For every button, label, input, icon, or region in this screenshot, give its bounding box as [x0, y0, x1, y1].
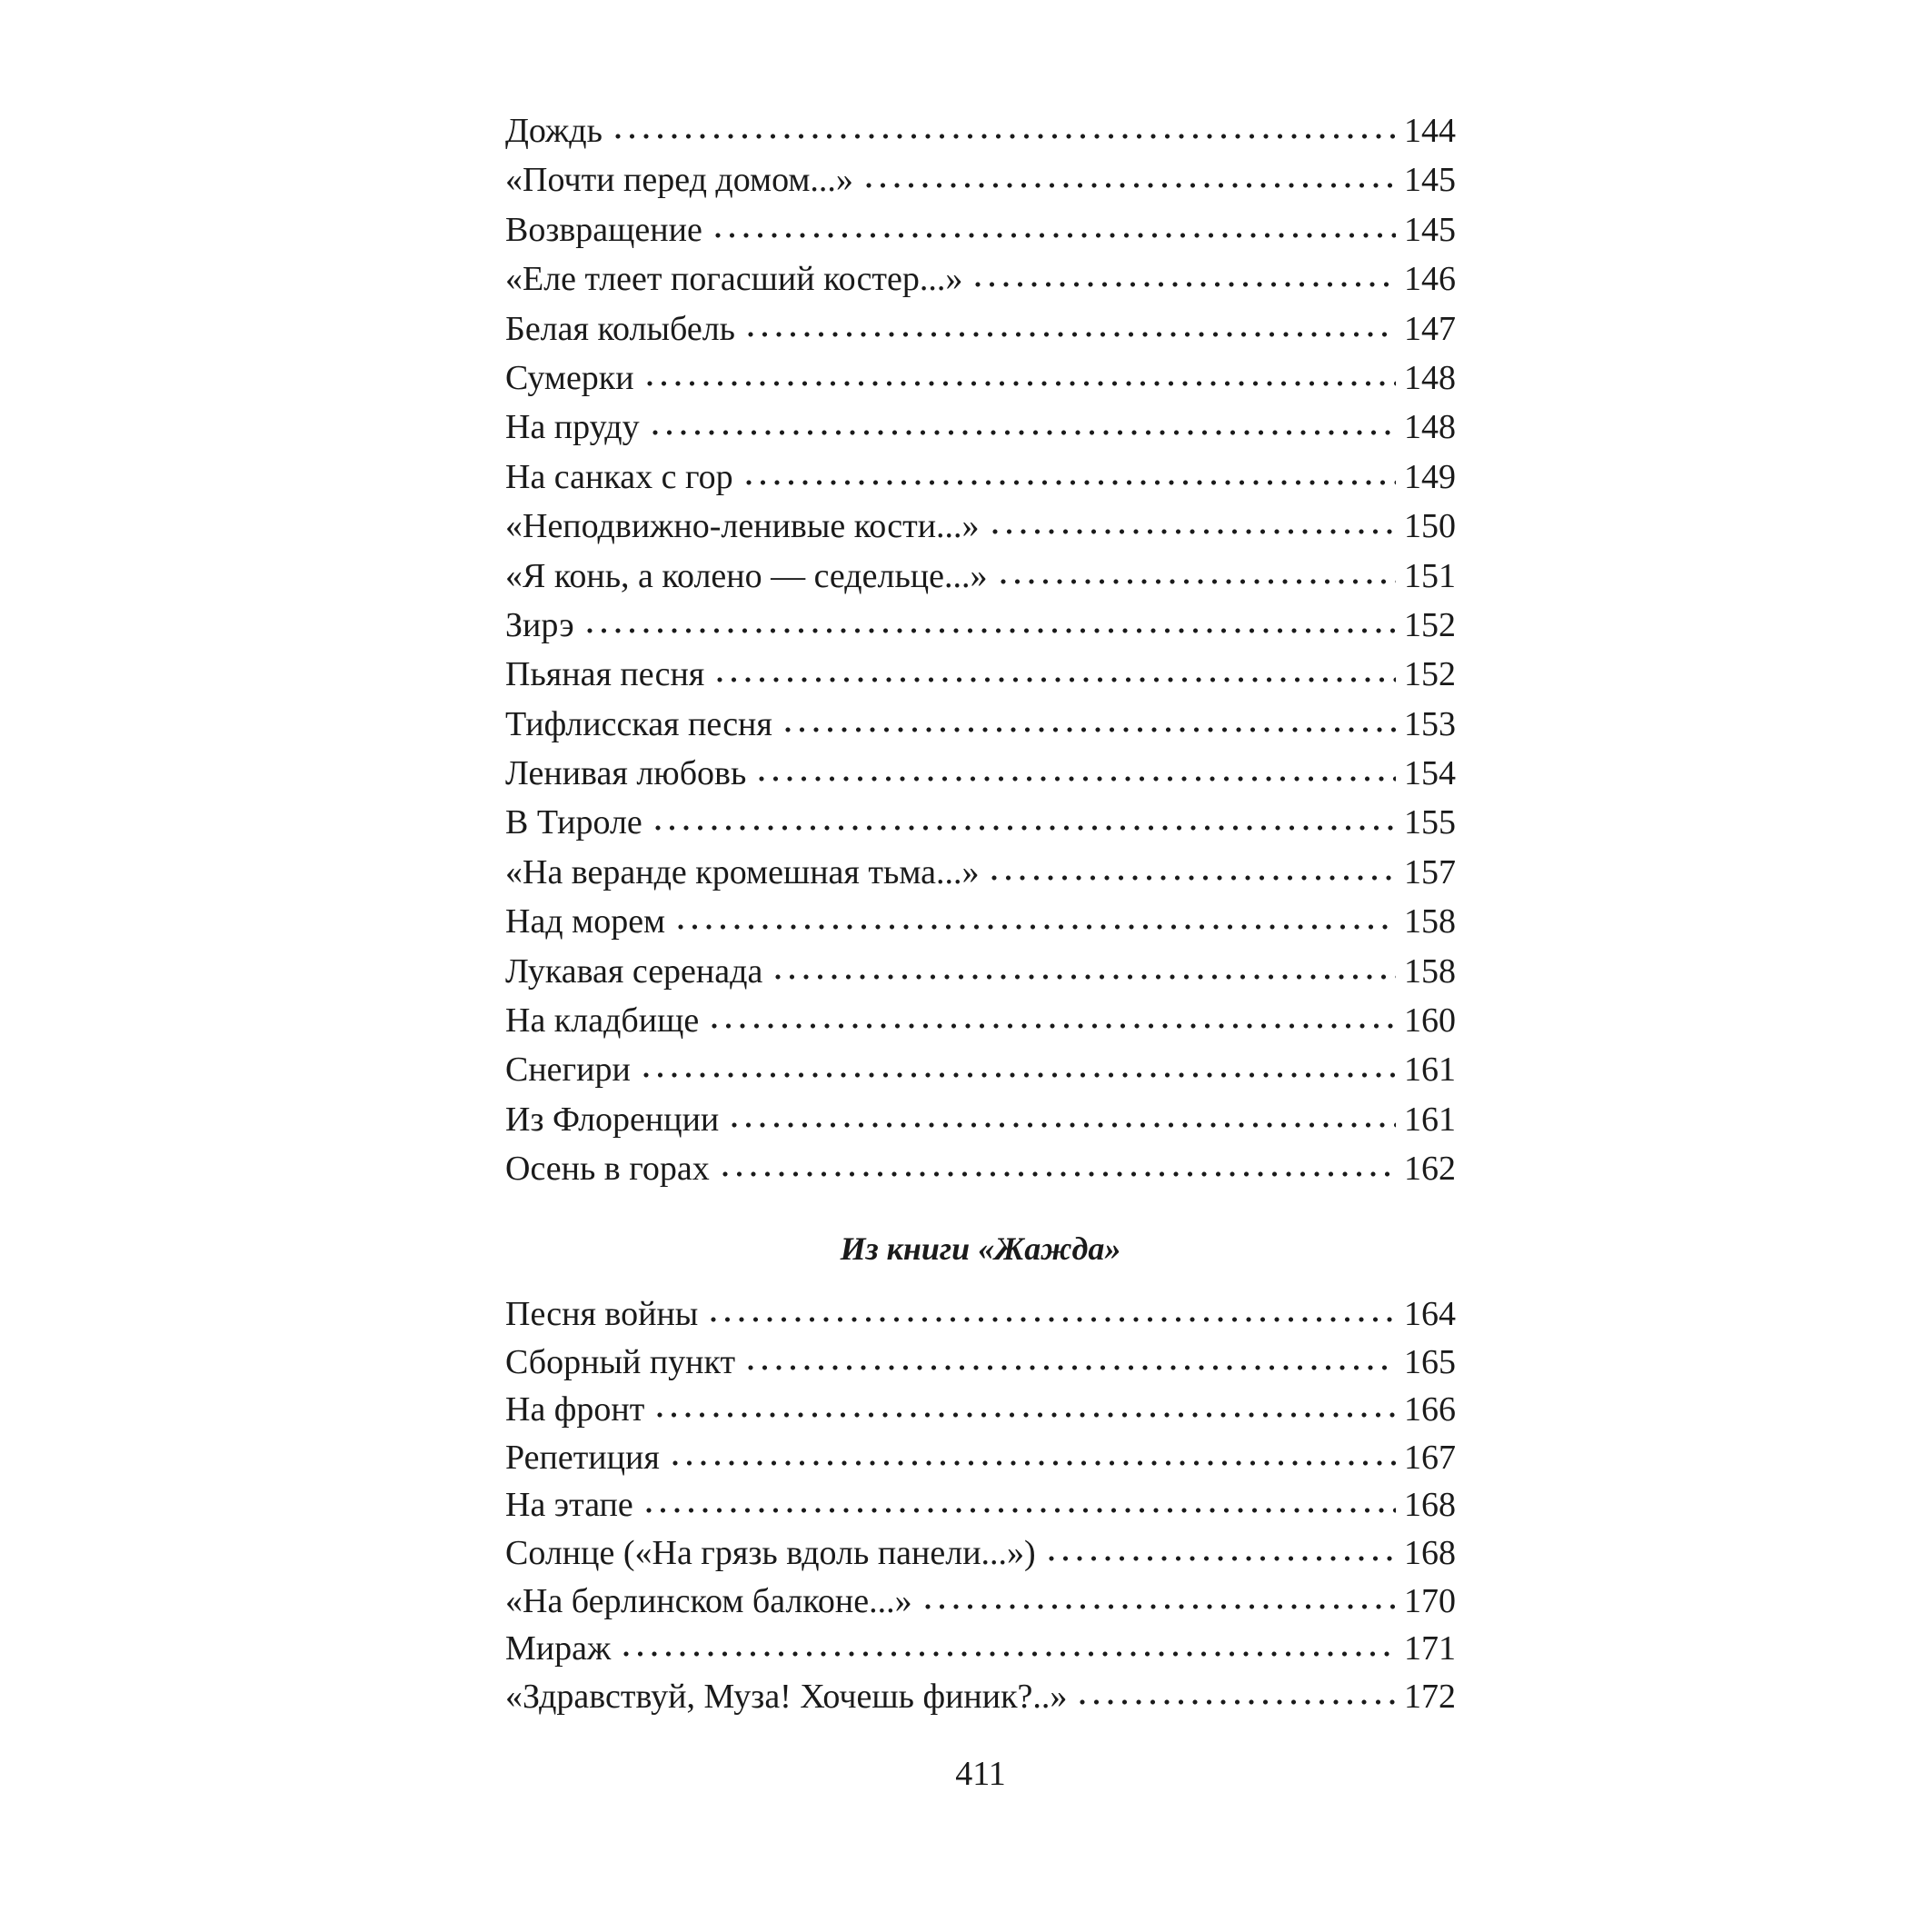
dot-leader: [587, 602, 1396, 636]
toc-entry: [505, 1290, 1456, 1339]
page-number: 411: [955, 1755, 1006, 1793]
toc-entry-page: 154: [1404, 754, 1456, 793]
toc-entry-page: 151: [1404, 556, 1456, 595]
dot-leader: [647, 354, 1396, 389]
toc-entry-title: «Почти перед домом...»: [505, 161, 853, 200]
dot-leader: [712, 997, 1396, 1031]
toc-entry-title: «На веранде кромешная тьма...»: [505, 852, 980, 891]
toc-entry: [505, 107, 1456, 156]
dot-leader: [623, 1625, 1396, 1659]
dot-leader: [991, 849, 1396, 883]
toc-entry: [505, 750, 1456, 799]
toc-entry-title: Снегири: [505, 1051, 631, 1090]
toc-entry-page: 161: [1404, 1051, 1456, 1090]
toc-entry: [505, 948, 1456, 997]
toc-entry: [505, 453, 1456, 503]
toc-entry-title: На этапе: [505, 1486, 633, 1525]
toc-entry: [505, 1046, 1456, 1095]
toc-entry-title: Сумерки: [505, 358, 634, 397]
dot-leader: [615, 107, 1396, 142]
dot-leader: [1080, 1673, 1396, 1708]
toc-entry-page: 148: [1404, 358, 1456, 397]
toc-entry-title: Белая колыбель: [505, 309, 736, 348]
toc-entry-title: В Тироле: [505, 803, 642, 842]
toc-entry-title: На кладбище: [505, 1001, 700, 1041]
toc-entry-page: 152: [1404, 605, 1456, 644]
toc-entry-title: На санках с гор: [505, 457, 733, 496]
toc-entry-page: 158: [1404, 951, 1456, 991]
section-heading: Из книги «Жажда»: [840, 1230, 1121, 1267]
toc-entry-title: Над морем: [505, 902, 666, 941]
toc-entry-title: Зирэ: [505, 605, 574, 644]
dot-leader: [992, 503, 1396, 537]
toc-entry: [505, 1339, 1456, 1387]
dot-leader: [775, 948, 1396, 982]
dot-leader: [657, 1386, 1396, 1420]
toc-entry: [505, 255, 1456, 304]
toc-entry: [505, 701, 1456, 750]
toc-entry-page: 158: [1404, 902, 1456, 941]
toc-entry-page: 146: [1404, 260, 1456, 299]
toc-entry: [505, 799, 1456, 848]
toc-entry-page: 162: [1404, 1150, 1456, 1189]
dot-leader: [717, 651, 1396, 685]
toc-entry-title: Тифлисская песня: [505, 704, 772, 743]
toc-entry-title: Осень в горах: [505, 1150, 710, 1189]
toc-entry: [505, 1673, 1456, 1721]
toc-entry-page: 170: [1404, 1581, 1456, 1620]
toc-entry-page: 152: [1404, 655, 1456, 694]
toc-entry-page: 145: [1404, 161, 1456, 200]
toc-entry-title: «На берлинском балконе...»: [505, 1581, 912, 1620]
toc-entry-page: 160: [1404, 1001, 1456, 1041]
toc-entry: [505, 1145, 1456, 1194]
toc-entry: [505, 156, 1456, 205]
toc-entry: [505, 602, 1456, 651]
toc-entry-page: 164: [1404, 1295, 1456, 1333]
toc-entry-page: 145: [1404, 210, 1456, 249]
toc-entry-title: Из Флоренции: [505, 1100, 720, 1139]
toc-entry-title: Мираж: [505, 1629, 612, 1668]
toc-entry-title: Лукавая серенада: [505, 951, 763, 991]
dot-leader: [643, 1046, 1396, 1081]
toc-entry-title: Дождь: [505, 112, 603, 150]
dot-leader: [672, 1434, 1396, 1469]
toc-entry: [505, 1096, 1456, 1145]
toc-entry-page: 153: [1404, 704, 1456, 743]
toc-entry-page: 147: [1404, 309, 1456, 348]
toc-entry-title: «Здравствуй, Муза! Хочешь финик?..»: [505, 1677, 1068, 1716]
toc-entry: [505, 651, 1456, 700]
toc-entry: [505, 1625, 1456, 1673]
toc-entry: [505, 1386, 1456, 1434]
toc-entry-page: 172: [1404, 1677, 1456, 1716]
toc-entry-title: Песня войны: [505, 1295, 699, 1333]
dot-leader: [646, 1481, 1396, 1516]
toc-entry: [505, 1578, 1456, 1626]
toc-entry-title: На пруду: [505, 408, 640, 447]
toc-entry-page: 149: [1404, 457, 1456, 496]
dot-leader: [925, 1578, 1396, 1612]
dot-leader: [866, 156, 1396, 191]
dot-leader: [1049, 1529, 1396, 1564]
toc-entry-title: Возвращение: [505, 210, 702, 249]
toc-entry: [505, 403, 1456, 453]
toc-entry-title: «Еле тлеет погасший костер...»: [505, 260, 963, 299]
toc-entry: [505, 997, 1456, 1046]
dot-leader: [722, 1145, 1396, 1180]
toc-entry: [505, 305, 1456, 354]
toc-entry-title: На фронт: [505, 1390, 645, 1429]
toc-entry-page: 157: [1404, 852, 1456, 891]
dot-leader: [1001, 553, 1397, 587]
dot-leader: [678, 898, 1396, 932]
toc-entry-title: «Неподвижно-ленивые кости...»: [505, 507, 980, 546]
dot-leader: [711, 1290, 1396, 1325]
toc-entry: [505, 849, 1456, 898]
toc-list-part2: [505, 1290, 1456, 1720]
toc-list-part1: [505, 107, 1456, 1195]
dot-leader: [715, 206, 1396, 241]
toc-entry: [505, 503, 1456, 552]
toc-entry-title: Репетиция: [505, 1438, 660, 1477]
toc-entry-title: «Я конь, а колено — седельце...»: [505, 556, 988, 595]
toc-entry-page: 148: [1404, 408, 1456, 447]
dot-leader: [748, 305, 1396, 340]
toc-entry: [505, 1434, 1456, 1482]
toc-entry-page: 161: [1404, 1100, 1456, 1139]
dot-leader: [746, 453, 1396, 488]
dot-leader: [785, 701, 1396, 735]
toc-entry-page: 166: [1404, 1390, 1456, 1429]
toc-entry-title: Сборный пункт: [505, 1342, 736, 1381]
toc-entry: [505, 898, 1456, 947]
toc-entry-page: 144: [1404, 112, 1456, 150]
toc-entry: [505, 354, 1456, 403]
toc-entry-page: 155: [1404, 803, 1456, 842]
toc-entry: [505, 553, 1456, 602]
dot-leader: [732, 1096, 1396, 1130]
toc-entry-page: 167: [1404, 1438, 1456, 1477]
dot-leader: [975, 255, 1396, 290]
toc-entry-page: 165: [1404, 1342, 1456, 1381]
toc-entry-title: Пьяная песня: [505, 655, 705, 694]
dot-leader: [759, 750, 1396, 784]
toc-entry: [505, 1481, 1456, 1529]
toc-entry: [505, 206, 1456, 255]
toc-entry-page: 171: [1404, 1629, 1456, 1668]
toc-entry-page: 150: [1404, 507, 1456, 546]
toc-entry-page: 168: [1404, 1486, 1456, 1525]
dot-leader: [748, 1339, 1396, 1373]
toc-entry-title: Солнце («На грязь вдоль панели...»): [505, 1533, 1036, 1572]
toc-entry-page: 168: [1404, 1533, 1456, 1572]
dot-leader: [655, 799, 1396, 833]
toc-entry-title: Ленивая любовь: [505, 754, 747, 793]
dot-leader: [652, 403, 1396, 438]
toc-entry: [505, 1529, 1456, 1578]
